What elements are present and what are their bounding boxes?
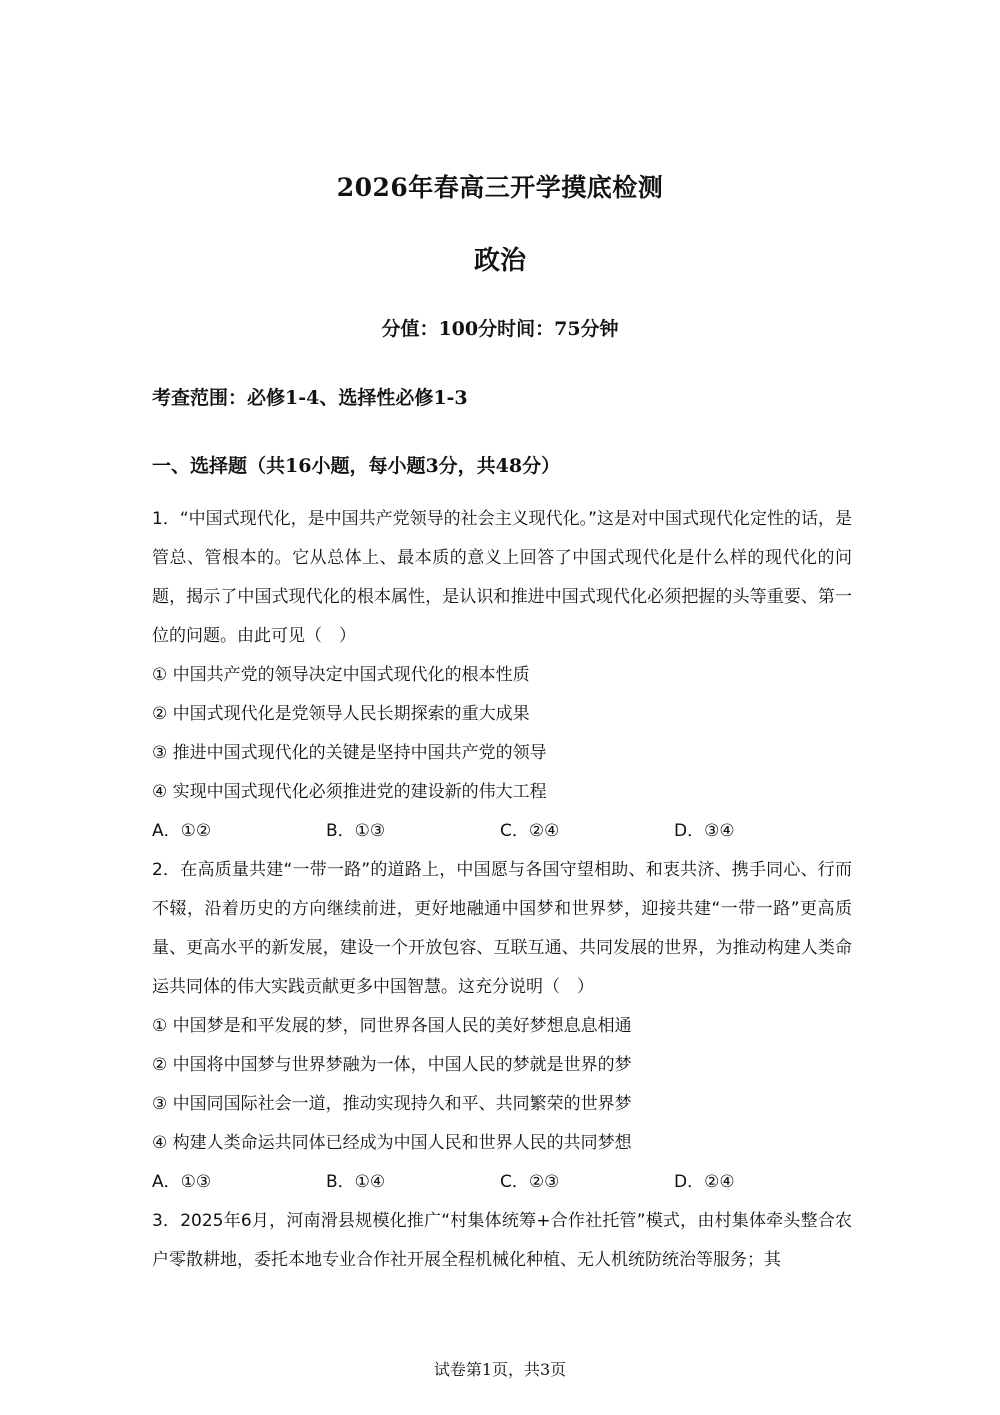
question-3 — [152, 1202, 852, 1280]
question-option: ③ 推进中国式现代化的关键是坚持中国共产党的领导 — [152, 743, 547, 763]
answer-choice-c: C．②④ — [500, 821, 560, 841]
answer-choice-a: A．①② — [152, 821, 212, 841]
question-2 — [152, 851, 852, 1202]
answer-choice-a: A．①③ — [152, 1172, 212, 1192]
answer-choice-c: C．②③ — [500, 1172, 560, 1192]
section-heading: 一、选择题（共16小题，每小题3分，共48分） — [152, 455, 561, 477]
question-option: ① 中国梦是和平发展的梦，同世界各国人民的美好梦想息息相通 — [152, 1016, 632, 1036]
question-option: ③ 中国同国际社会一道，推动实现持久和平、共同繁荣的世界梦 — [152, 1094, 632, 1114]
question-1 — [152, 500, 852, 851]
question-option: ② 中国将中国梦与世界梦融为一体，中国人民的梦就是世界的梦 — [152, 1055, 632, 1075]
page-title: 2026年春高三开学摸底检测 — [336, 173, 664, 202]
answer-choice-d: D．②④ — [674, 1172, 735, 1192]
answer-choice-b: B．①④ — [326, 1172, 386, 1192]
exam-scope: 考查范围：必修1-4、选择性必修1-3 — [152, 387, 468, 409]
question-option: ④ 实现中国式现代化必须推进党的建设新的伟大工程 — [152, 782, 547, 802]
page-footer: 试卷第1页，共3页 — [433, 1360, 567, 1379]
answer-choice-b: B．①③ — [326, 821, 386, 841]
question-stem: 1．“中国式现代化，是中国共产党领导的社会主义现代化。”这是对中国式现代化定性的话，是管总、管根本的。它从总体上、最本质的意义上回答了中国式现代化是什么样的现代化的问题，揭示了中国式现代化的根本属性，是认识和推进中国式现代化必须把握的头等重要、第一位的问题。由此可见（ ） — [152, 509, 852, 646]
question-option: ① 中国共产党的领导决定中国式现代化的根本性质 — [152, 665, 530, 685]
question-stem: 2．在高质量共建“一带一路”的道路上，中国愿与各国守望相助、和衷共济、携手同心、行而不辍，沿着历史的方向继续前进，更好地融通中国梦和世界梦，迎接共建“一带一路”更高质量、更高水平的新发展，建设一个开放包容、互联互通、共同发展的世界，为推动构建人类命运共同体的伟大实践贡献更多中国智慧。这充分说明（ ） — [152, 860, 852, 997]
question-stem: 3．2025年6月，河南滑县规模化推广“村集体统筹+合作社托管”模式，由村集体牵头整合农户零散耕地，委托本地专业合作社开展全程机械化种植、无人机统防统治等服务；其 — [152, 1211, 852, 1270]
answer-choices — [152, 812, 852, 851]
score-time-info: 分值：100分时间：75分钟 — [381, 318, 619, 340]
question-option: ④ 构建人类命运共同体已经成为中国人民和世界人民的共同梦想 — [152, 1133, 632, 1153]
answer-choice-d: D．③④ — [674, 821, 735, 841]
question-option: ② 中国式现代化是党领导人民长期探索的重大成果 — [152, 704, 530, 724]
subject-title: 政治 — [473, 246, 526, 276]
answer-choices — [152, 1163, 852, 1202]
question-list — [152, 500, 852, 1280]
